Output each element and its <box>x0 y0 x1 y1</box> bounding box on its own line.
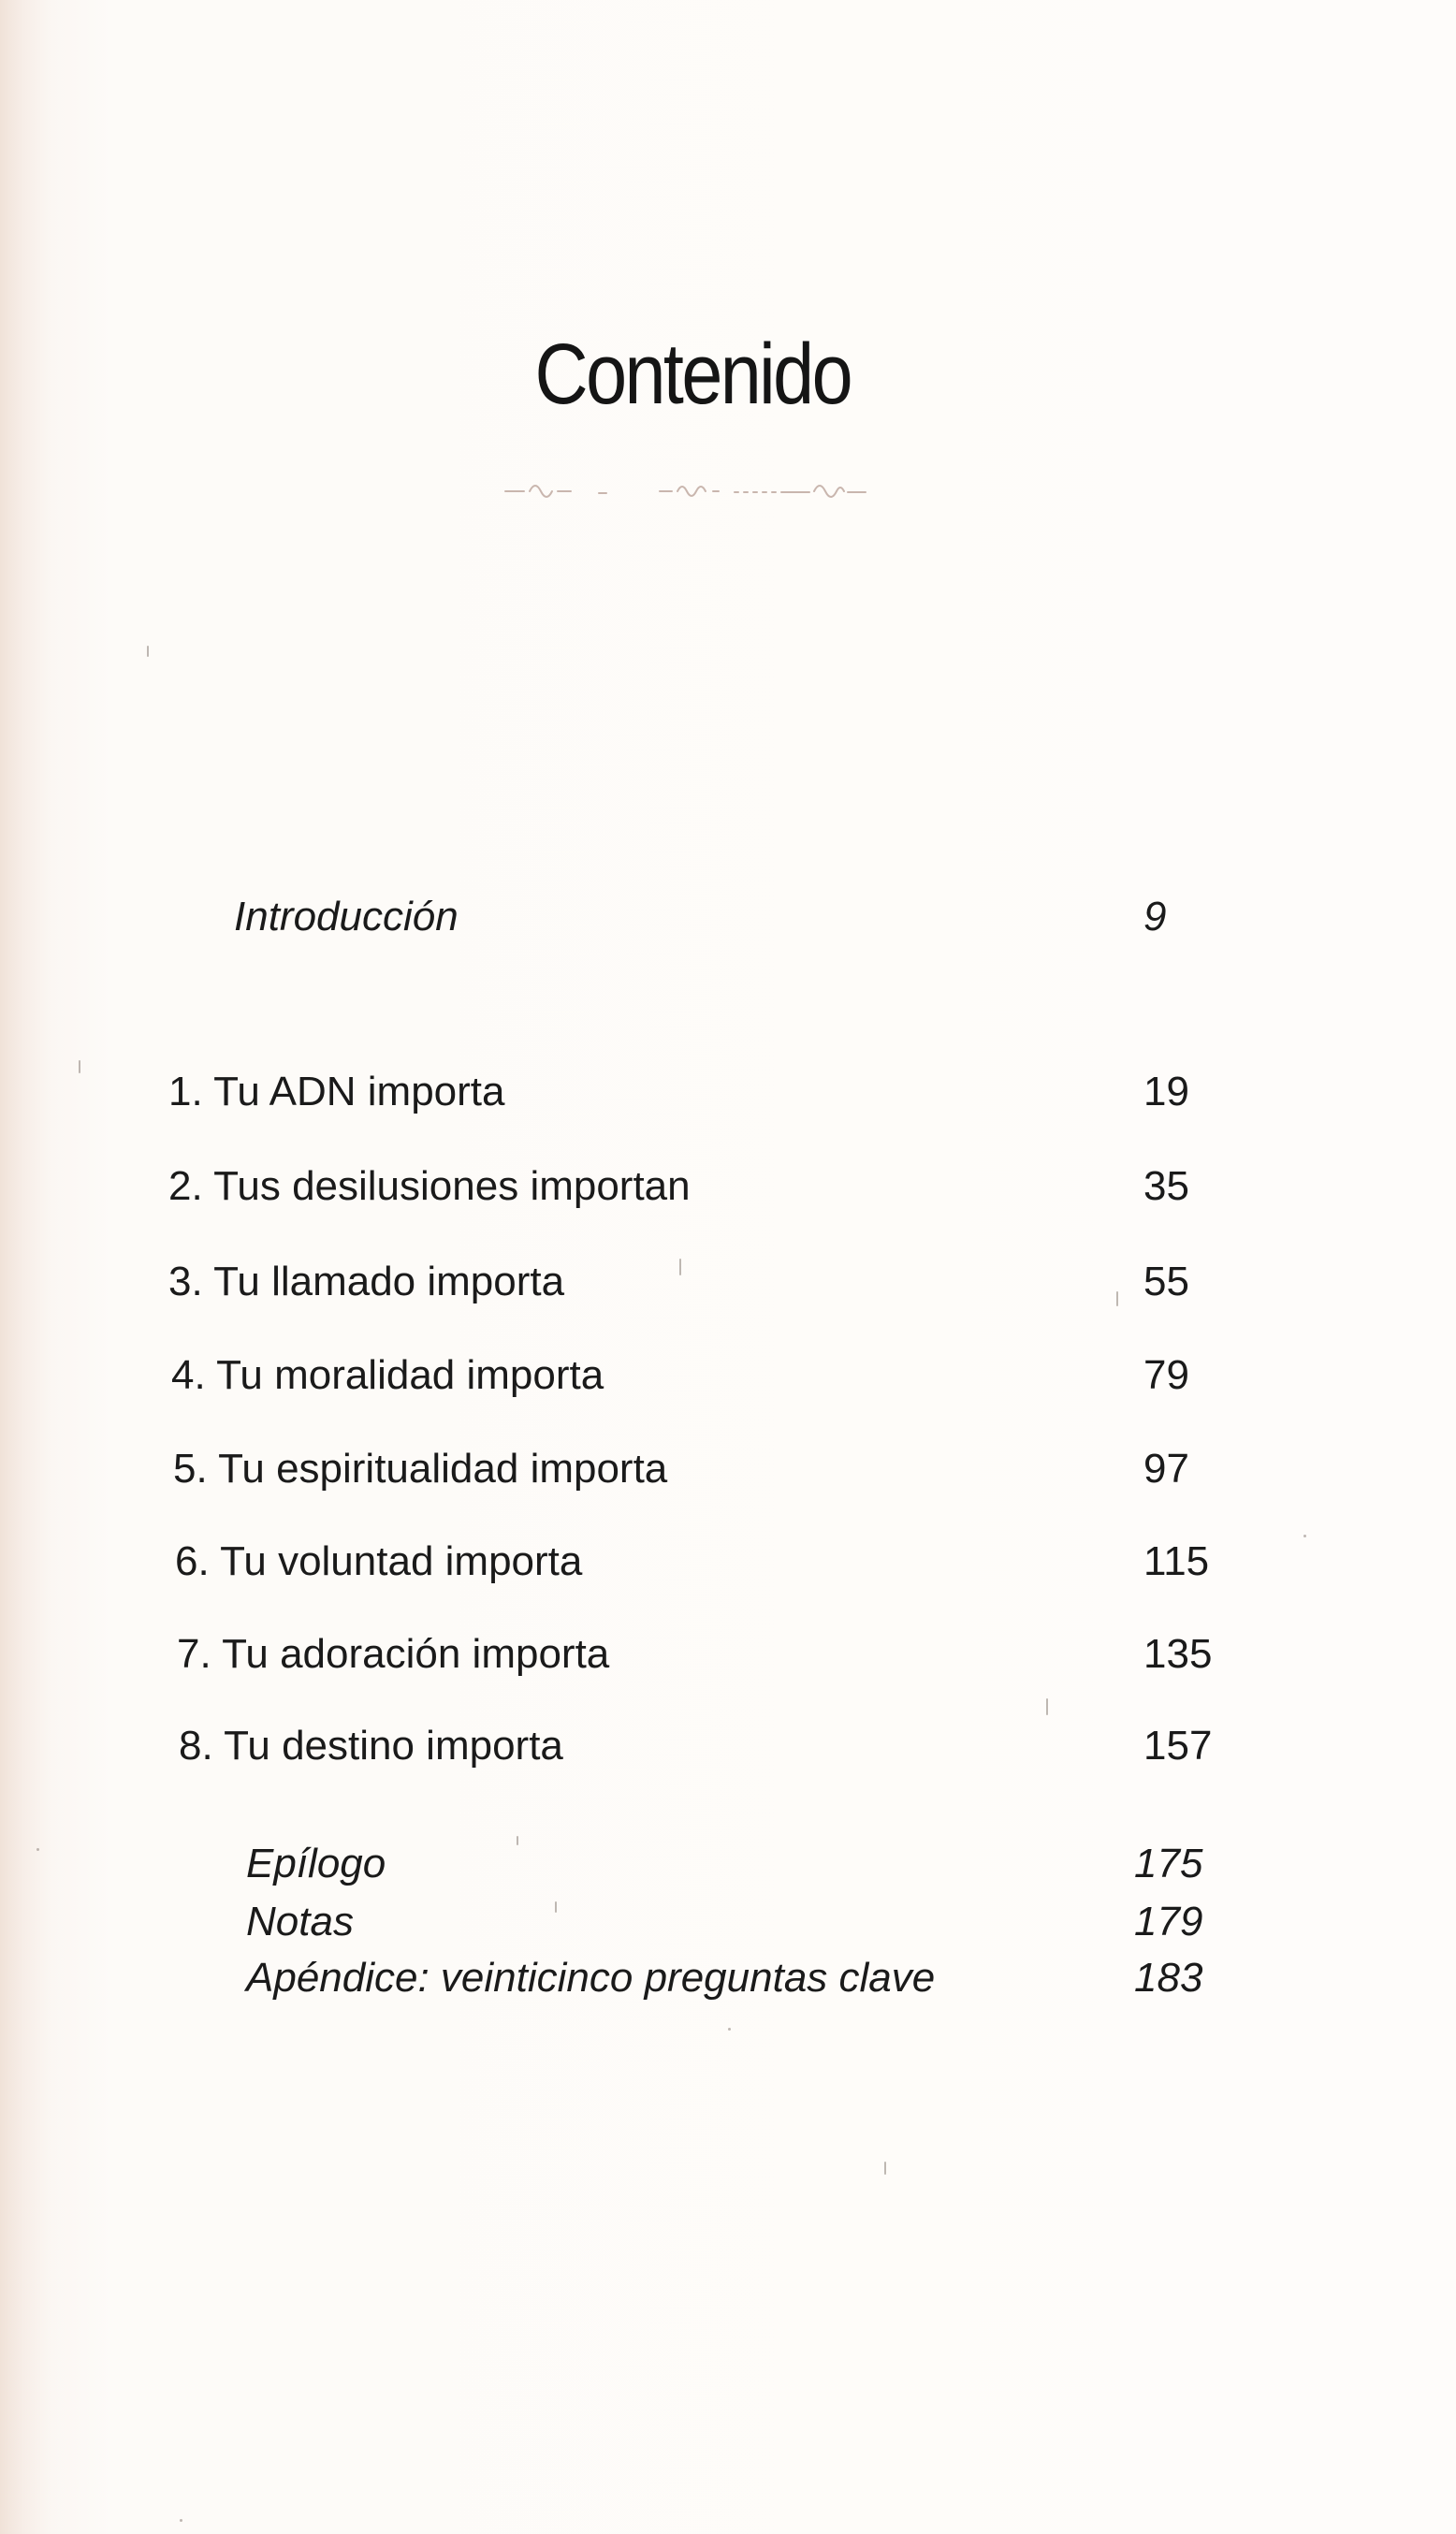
paper-speck <box>180 2519 182 2522</box>
paper-speck <box>79 1060 80 1073</box>
toc-entry-label: 3. Tu llamado importa <box>168 1259 565 1304</box>
toc-entry-label: Epílogo <box>246 1841 386 1886</box>
toc-entry-label: 2. Tus desilusiones importan <box>168 1163 691 1209</box>
paper-speck <box>36 1848 39 1851</box>
toc-entry-chapter-1 <box>0 1064 1456 1120</box>
toc-entry-page: 135 <box>1143 1631 1213 1677</box>
toc-entry-label: Apéndice: veinticinco preguntas clave <box>246 1955 936 2001</box>
toc-entry-page: 9 <box>1143 894 1167 939</box>
paper-speck <box>1046 1698 1048 1715</box>
toc-entry-page: 115 <box>1143 1538 1210 1584</box>
paper-speck <box>728 2028 731 2031</box>
toc-entry-introduccion <box>0 889 1456 945</box>
toc-entry-label: 1. Tu ADN importa <box>168 1069 505 1114</box>
paper-speck <box>884 2162 886 2175</box>
toc-entry-chapter-7 <box>0 1626 1456 1682</box>
toc-entry-label: 6. Tu voluntad importa <box>175 1538 583 1584</box>
toc-entry-chapter-8 <box>0 1718 1456 1774</box>
toc-entry-label: 7. Tu adoración importa <box>177 1631 610 1677</box>
paper-speck <box>517 1836 518 1845</box>
toc-entry-chapter-6 <box>0 1534 1456 1590</box>
toc-entry-notas <box>0 1894 1456 1950</box>
toc-entry-label: 5. Tu espiritualidad importa <box>173 1446 668 1492</box>
toc-entry-chapter-2 <box>0 1158 1456 1215</box>
toc-entry-label: 4. Tu moralidad importa <box>171 1352 604 1398</box>
toc-entry-label: Notas <box>246 1899 354 1944</box>
paper-speck <box>1116 1291 1118 1306</box>
paper-speck <box>679 1259 681 1275</box>
toc-entry-page: 175 <box>1134 1841 1203 1886</box>
toc-entry-apendice <box>0 1950 1456 2006</box>
toc-entry-chapter-3 <box>0 1254 1456 1310</box>
toc-entry-page: 179 <box>1134 1899 1203 1944</box>
toc-entry-page: 97 <box>1143 1446 1189 1492</box>
toc-entry-epilogo <box>0 1836 1456 1892</box>
toc-entry-label: Introducción <box>234 894 459 939</box>
toc-entry-page: 19 <box>1143 1069 1189 1114</box>
toc-entry-page: 79 <box>1143 1352 1189 1398</box>
paper-speck <box>1303 1535 1306 1537</box>
toc-entry-page: 183 <box>1134 1955 1203 2001</box>
toc-entry-page: 35 <box>1143 1163 1189 1209</box>
toc-entry-label: 8. Tu destino importa <box>179 1723 563 1769</box>
toc-entry-chapter-4 <box>0 1347 1456 1404</box>
toc-entry-chapter-5 <box>0 1441 1456 1497</box>
page-title: Contenido <box>534 327 852 422</box>
paper-speck <box>147 646 149 657</box>
ornament-divider-icon <box>496 473 889 510</box>
toc-entry-page: 55 <box>1143 1259 1189 1304</box>
toc-entry-page: 157 <box>1143 1723 1213 1769</box>
paper-speck <box>555 1901 557 1913</box>
